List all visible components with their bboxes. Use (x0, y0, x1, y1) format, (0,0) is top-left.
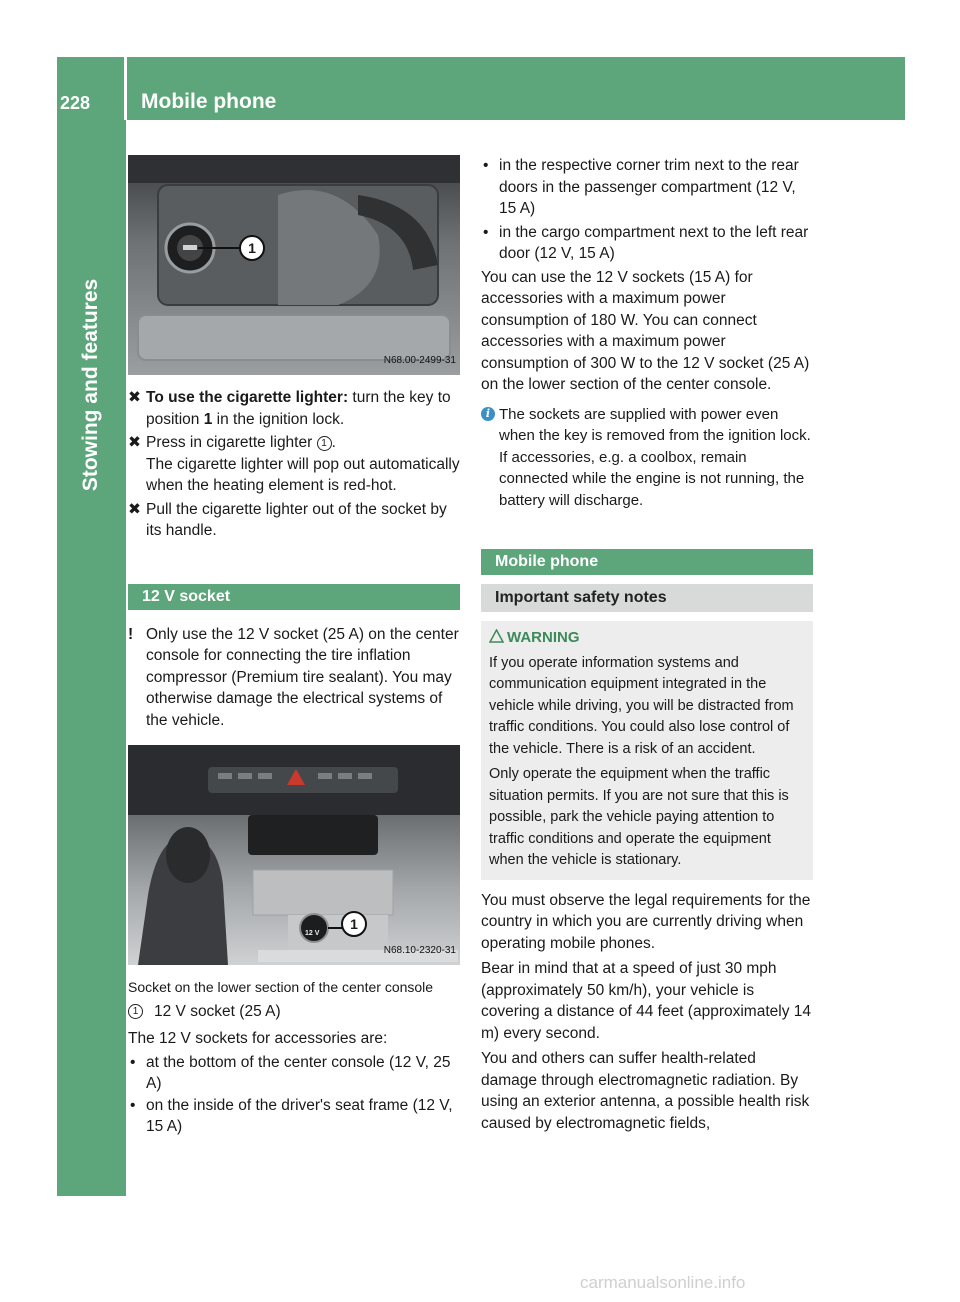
image-code: N68.00-2499-31 (383, 354, 456, 366)
image-code: N68.10-2320-31 (383, 944, 456, 956)
callout-number-1: 1 (248, 240, 256, 256)
header-separator (124, 57, 127, 120)
right-column (481, 155, 813, 1134)
paragraph-legal: You must observe the legal requirements for the country in which you are currently driving when operating mobile phones. (481, 891, 811, 952)
page-number: 228 (60, 93, 91, 113)
center-console-photo (128, 745, 460, 965)
callout-circle-icon: 1 (317, 436, 332, 451)
cigarette-lighter-illustration (128, 155, 460, 375)
callout-circle-icon: 1 (128, 1004, 143, 1019)
legend-item: 1 12 V socket (25 A) (128, 1001, 460, 1023)
step-use-lighter: ✖ To use the cigarette lighter: turn the key to position 1 in the ignition lock. (128, 389, 451, 428)
paragraph-radiation: You and others can suffer health-related damage through electromagnetic radiation. By using an exterior antenna, a possible health risk caused by electromagnetic fields, (481, 1050, 810, 1132)
bullet-item: • in the respective corner trim next to the rear doors in the passenger compartment (12 V, 15 A) (483, 157, 799, 217)
watermark: carmanualsonline.info (580, 1273, 746, 1292)
warning-title: WARNING (489, 627, 805, 649)
caution-note: ! Only use the 12 V socket (25 A) on the center console for connecting the tire inflation compressor (Premium tire sealant). You may otherwise damage the electrical systems of the vehicle. (128, 625, 459, 729)
warning-text: If you operate information systems and communication equipment integrated in the vehicle while driving, you will be distracted from traffic conditions. You could also lose control of the vehicle. There is a risk of an accident. (489, 654, 794, 757)
step-continuation: The cigarette lighter will pop out automatically when the heating element is red-hot. (146, 455, 460, 494)
step-arrow-icon: ✖ (128, 389, 141, 406)
left-column (128, 155, 460, 1138)
socket-label: 12 V (305, 930, 320, 937)
paragraph-socket-power: You can use the 12 V sockets (15 A) for accessories with a maximum power consumption of 180 W. You can connect accessories with a maximum power consumption of 300 W to the 12 V socket (25 A) on the lower section of the center console. (481, 268, 810, 393)
subsection-header-safety: Important safety notes (481, 584, 813, 612)
info-icon: i (481, 407, 495, 421)
cigarette-lighter-photo (128, 155, 460, 375)
warning-triangle-icon (489, 629, 504, 643)
step-pull-lighter: ✖ Pull the cigarette lighter out of the socket by its handle. (128, 500, 447, 539)
side-tab-label: Stowing and features (79, 278, 103, 492)
section-header-mobile-phone: Mobile phone (481, 549, 813, 575)
step-arrow-icon: ✖ (128, 434, 141, 451)
paragraph-speed: Bear in mind that at a speed of just 30 mph (approximately 50 km/h), your vehicle is covering a distance of 44 feet (approximately 14 m) every second. (481, 960, 811, 1042)
bullet-item: • in the cargo compartment next to the left rear door (12 V, 15 A) (483, 223, 809, 262)
center-console-illustration (128, 745, 460, 965)
warning-box (481, 621, 813, 880)
figure-caption: Socket on the lower section of the center console (128, 979, 434, 995)
bullet-item: • on the inside of the driver's seat frame (12 V, 15 A) (130, 1096, 453, 1135)
page-title: Mobile phone (141, 90, 277, 113)
step-arrow-icon: ✖ (128, 500, 141, 518)
step-press-lighter: ✖ Press in cigarette lighter 1 . The cigarette lighter will pop out automatically when the heating element is red-hot. (128, 432, 460, 497)
bullet-item: • at the bottom of the center console (12 V, 25 A) (130, 1053, 451, 1092)
info-note: i The sockets are supplied with power even when the key is removed from the ignition lock. If accessories, e.g. a coolbox, remain connected while the engine is not running, the battery will discharge. (481, 404, 813, 512)
caution-icon: ! (128, 625, 134, 643)
section-header-12v-socket: 12 V socket (128, 584, 460, 610)
sockets-intro: The 12 V sockets for accessories are: (128, 1030, 388, 1047)
callout-number-1: 1 (350, 916, 358, 932)
side-tab-label-wrap (57, 120, 126, 650)
warning-text: Only operate the equipment when the traffic situation permits. If you are not sure that this is possible, park the vehicle paying attention to traffic conditions and operate the equipment when the vehicle is stationary. (489, 766, 789, 868)
